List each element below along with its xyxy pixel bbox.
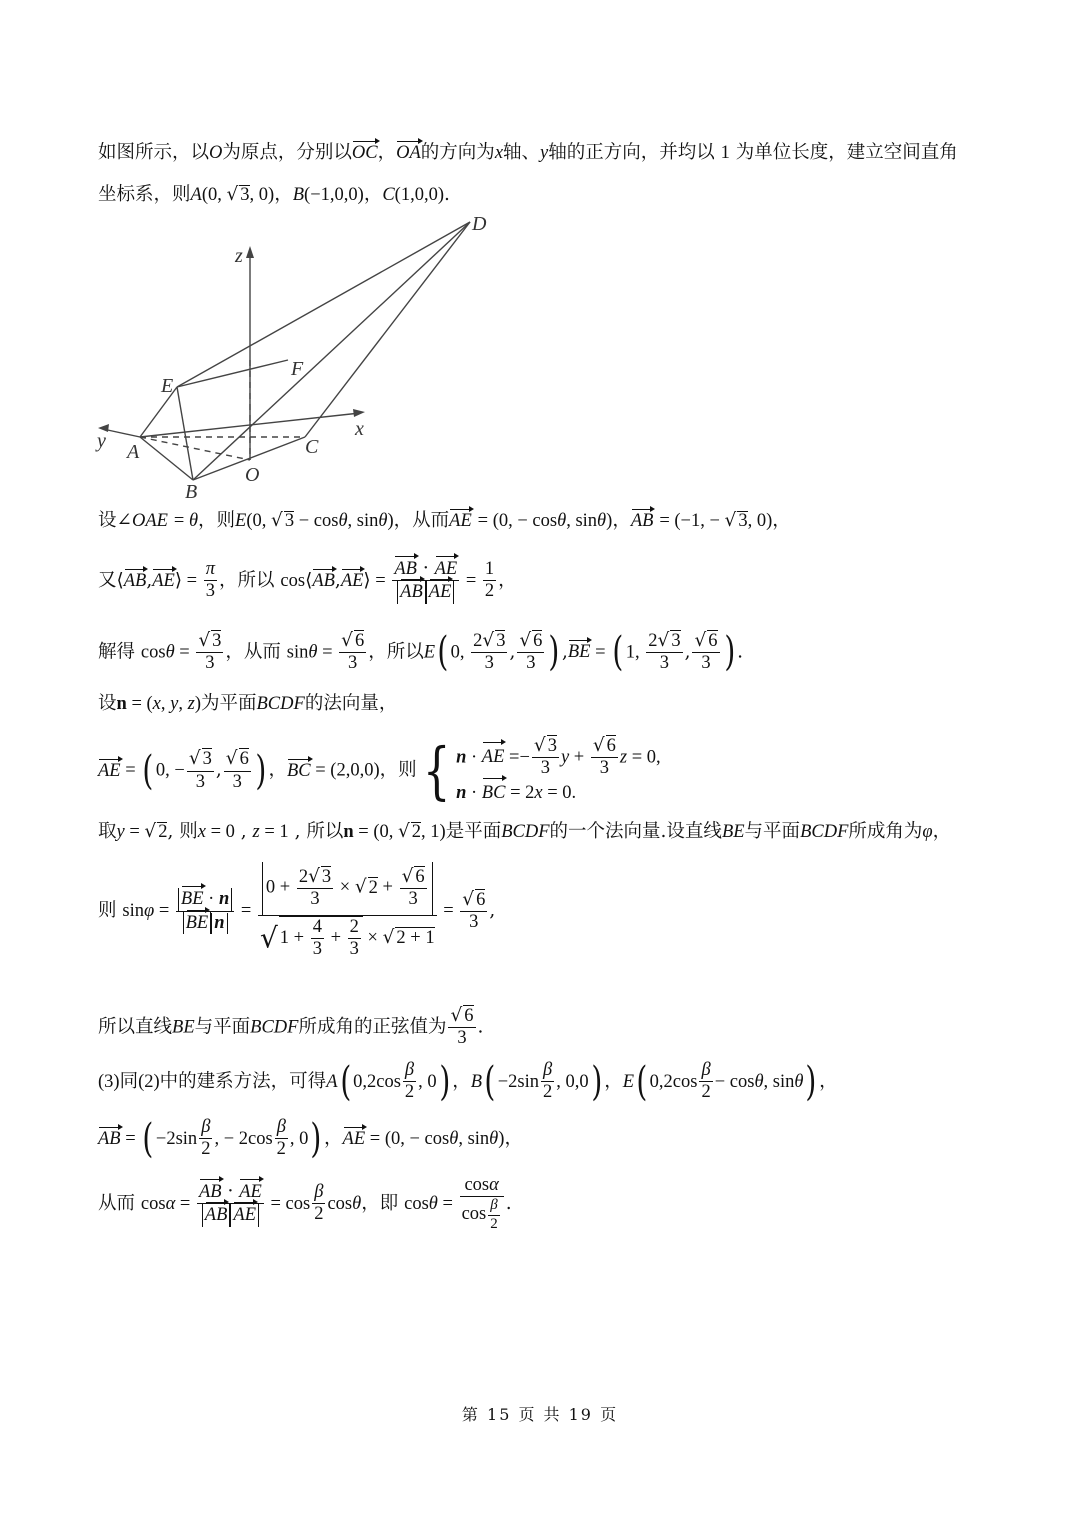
figure-label-x: x <box>355 418 364 440</box>
figure-label-E: E <box>161 375 174 397</box>
text-line-11: (3)同(2)中的建系方法，可得A( 0,2cos $\frac{\beta}{2}$ , 0) ，B( −2sin $\frac{\beta}{2}$ , 0,0) ，E( 0,2cos $\frac{\beta}{2}$ − cosθ, sinθ) ， <box>98 1058 838 1105</box>
text-line-9: 则 sinφ = $\frac{BE \cdot n}{\text{BE n}}$ = 0 + $\frac{2√ 3}{3}$ × √ 2 + $\frac{√ 6}{3}$ √ 1 + $\frac{4}{3}$ + $\frac{2}{3}$ × √ 2 + 1 = $\frac{√ 6}{3}$ , <box>98 862 495 960</box>
page-footer: 第 15 页 共 19 页 <box>461 1405 619 1424</box>
figure-label-A: A <box>127 441 140 463</box>
text-line-3: 设∠OAE = θ，则E(0, √ 3 − cosθ, sinθ)，从而AE = (0, − cosθ, sinθ)，AB = (−1, − √ 3, 0)， <box>98 510 791 531</box>
figure-label-O: O <box>245 464 260 486</box>
text-line-1: 如图所示，以O为原点，分别以OC，OA的方向为x轴、y轴的正方向，并均以 1 为单位长度，建立空间直角 <box>98 142 958 163</box>
figure-label-y: y <box>97 430 106 452</box>
text-line-10: 所以直线BE与平面BCDF所成角的正弦值为 $\frac{√ 6}{3}$ . <box>98 1005 484 1049</box>
text-line-6: 设n = (x, y, z)为平面BCDF的法向量， <box>98 693 398 714</box>
geometry-figure <box>95 210 505 505</box>
text-line-12: AB = ( −2sin $\frac{\beta}{2}$ , − 2cos $\frac{\beta}{2}$ , 0) ，AE = (0, − cosθ, sinθ)， <box>98 1115 523 1162</box>
figure-label-B: B <box>185 481 198 503</box>
text-line-7: AE = ( 0, − $\frac{√ 3}{3}$ , $\frac{√ 6}{3}$ ) ，BC = (2,0,0)，则{ n · AE =− $\frac{√ 3}{3}$ y + $\frac{√ 6}{3}$ z = 0, n · BC = 2x = 0. <box>98 733 661 807</box>
figure-label-C: C <box>305 436 319 458</box>
text-line-13: 从而 cosα = $\frac{AB \cdot AE}{\text{AB AE}}$ = cos $\frac{\beta}{2}$ cosθ，即 cosθ = cosα cos $\frac{\beta}{2}$ . <box>98 1175 512 1232</box>
text-line-8: 取y = √ 2, 则x = 0 , z = 1 , 所以n = (0, √ 2, 1)是平面BCDF的一个法向量.设直线BE与平面BCDF所成角为φ， <box>98 821 952 842</box>
figure-label-z: z <box>235 245 243 267</box>
text-line-2: 坐标系，则A(0, √ 3, 0)，B(−1,0,0)，C(1,0,0). <box>98 184 450 205</box>
text-line-4: 又⟨AB,AE⟩ = $\frac{\pi}{3}$ ，所以 cos⟨AB,AE⟩ = $\frac{AB \cdot AE}{\text{AB AE}}$ = $\frac{1}{2}$ ， <box>98 558 517 603</box>
figure-label-D: D <box>472 213 487 235</box>
text-line-5: 解得 cosθ = $\frac{√ 3}{3}$ ，从而 sinθ = $\frac{√ 6}{3}$ ，所以E( 0, $\frac{2√ 3}{3}$ , $\frac{√ 6}{3}$ ) ,BE = ( 1, $\frac{2√ 3}{3}$ , $\frac{√ 6}{3}$ ) . <box>98 629 744 676</box>
figure-label-F: F <box>291 358 304 380</box>
